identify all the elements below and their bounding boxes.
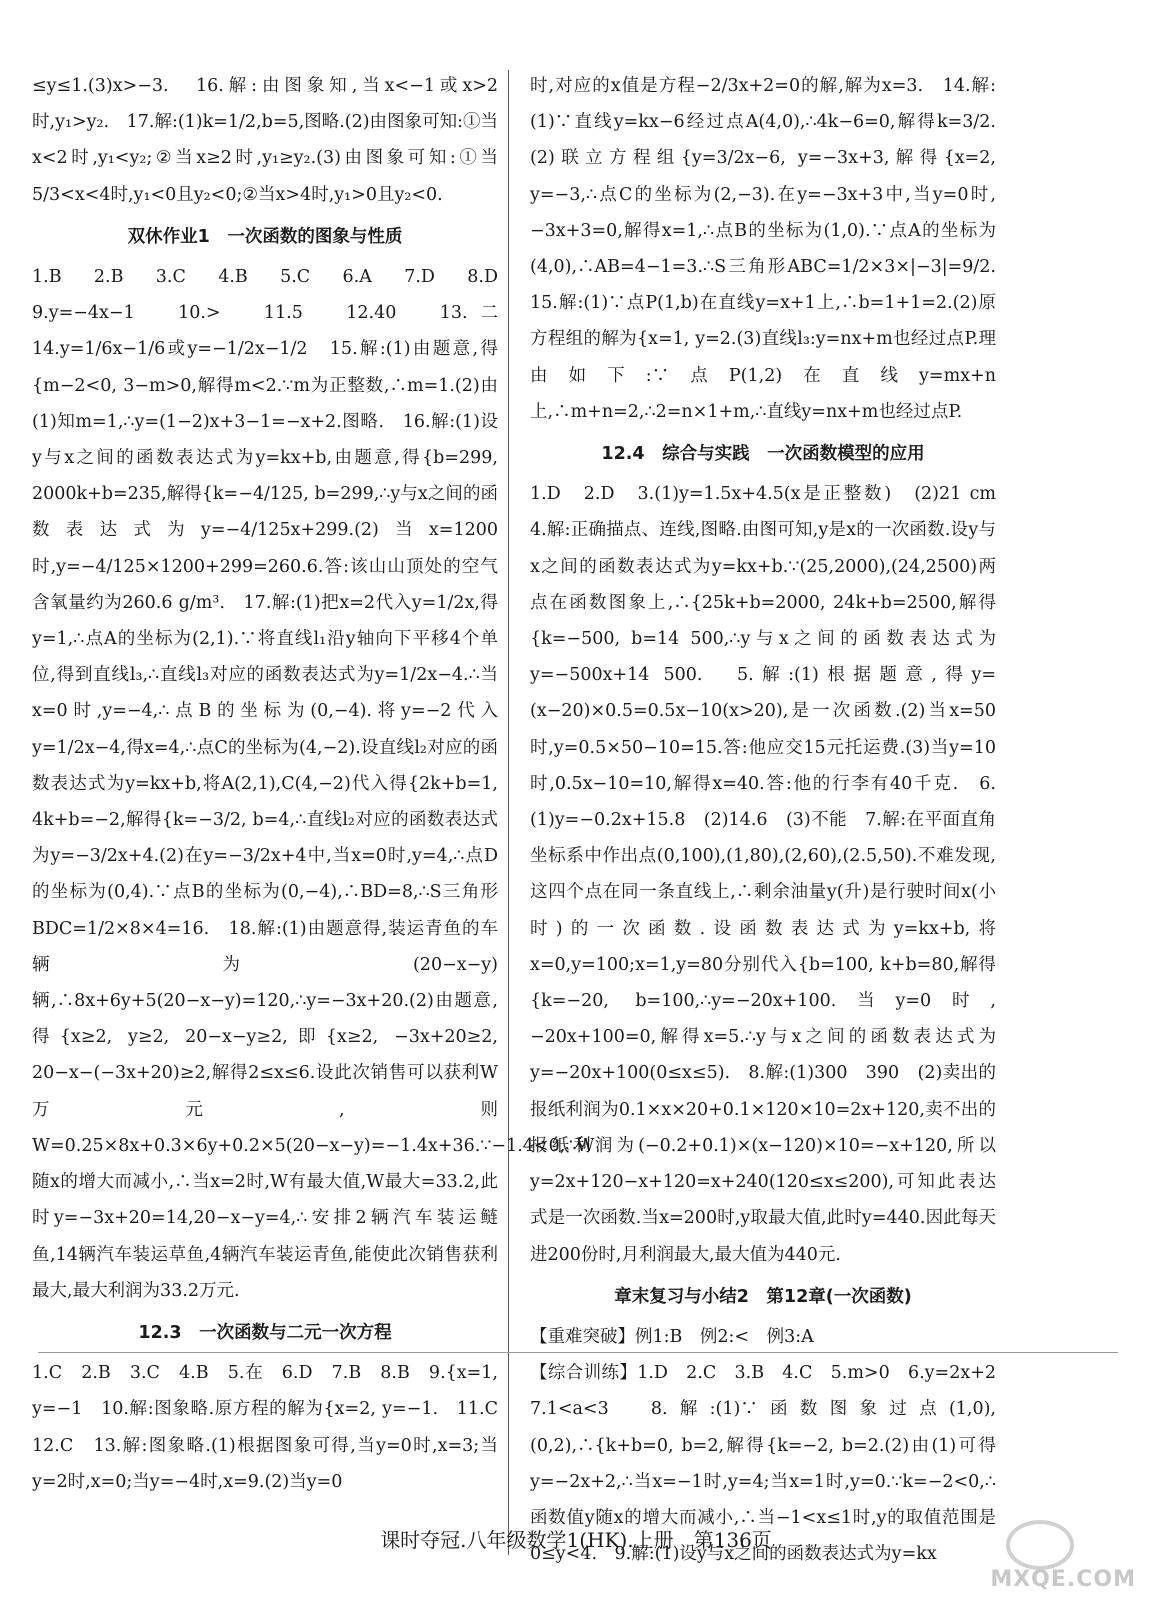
- left-column: [32, 68, 595, 1500]
- watermark-circle-icon: [1006, 1520, 1074, 1570]
- left-text-block: ≤y≤1.(3)x>−3. 16.解:由图象知,当x<−1或x>2时,y₁>y₂. 17.解:(1)k=1/2,b=5,图略.(2)由图象可知:①当x<2时,y₁<y₂;②当x≥2时,y₁≥y₂.(3)由图象可知:①当5/3<x<4时,y₁<0且y₂<0;②当x>4时,y₁>0且y₂<0.: [32, 76, 498, 205]
- right-text-block: 时,对应的x值是方程−2/3x+2=0的解,解为x=3. 14.解:(1)∵直线y=kx−6经过点A(4,0),∴4k−6=0,解得k=3/2.(2)联立方程组{y=3/2x−6, y=−3x+3,解得{x=2, y=−3,∴点C的坐标为(2,−3).在y=−3x+3中,当y=0时,−3x+3=0,解得x=1,∴点B的坐标为(1,0).∵点A的坐标为(4,0),∴AB=4−1=3.∴S三角形ABC=1/2×3×|−3|=9/2. 15.解:(1)∵点P(1,b)在直线y=x+1上,∴b=1+1=2.(2)原方程组的解为{x=1, y=2.(3)直线l₃:y=nx+m也经过点P.理由如下:∵点P(1,2)在直线y=mx+n上,∴m+n=2,∴2=n×1+m,∴直线y=nx+m也经过点P.: [530, 76, 1014, 422]
- right-text-block: 【综合训练】1.D 2.C 3.B 4.C 5.m>0 6.y=2x+2 7.1<a<3 8.解:(1)∵函数图象过点(1,0),(0,2),∴{k+b=0, b=2,解得{k=−2, b=2.(2)由(1)可得y=−2x+2,∴当x=−1时,y=4;当x=1时,y=0.∵k=−2<0,∴函数值y随x的增大而减小,∴当−1<x≤1时,y的取值范围是0≤y<4. 9.解:(1)设y与x之间的函数表达式为y=kx: [530, 1363, 1014, 1565]
- left-text-block: 1.B 2.B 3.C 4.B 5.C 6.A 7.D 8.D 9.y=−4x−1 10.> 11.5 12.40 13.二 14.y=1/6x−1/6或y=−1/2x−1/2 15.解:(1)由题意,得{m−2<0, 3−m>0,解得m<2.∵m为正整数,∴m=1.(2)由(1)知m=1,∴y=(1−2)x+3−1=−x+2.图略. 16.解:(1)设y与x之间的函数表达式为y=kx+b,由题意,得{b=299, 2000k+b=235,解得{k=−4/125, b=299,∴y与x之间的函数表达式为y=−4/125x+299.(2)当x=1200时,y=−4/125×1200+299=260.6.答:该山山顶处的空气含氧量约为260.6 g/m³. 17.解:(1)把x=2代入y=1/2x,得y=1,∴点A的坐标为(2,1).∵将直线l₁沿y轴向下平移4个单位,得到直线l₃,∴直线l₃对应的函数表达式为y=1/2x−4.∴当x=0时,y=−4,∴点B的坐标为(0,−4).将y=−2代入y=1/2x−4,得x=4,∴点C的坐标为(4,−2).设直线l₂对应的函数表达式为y=kx+b,将A(2,1),C(4,−2)代入得{2k+b=1, 4k+b=−2,解得{k=−3/2, b=4,∴直线l₂对应的函数表达式为y=−3/2x+4.(2)在y=−3/2x+4中,当x=0时,y=4,∴点D的坐标为(0,4).∵点B的坐标为(0,−4),∴BD=8,∴S三角形BDC=1/2×8×4=16. 18.解:(1)由题意得,装运青鱼的车辆为(20−x−y)辆,∴8x+6y+5(20−x−y)=120,∴y=−3x+20.(2)由题意,得{x≥2, y≥2, 20−x−y≥2,即{x≥2, −3x+20≥2, 20−x−(−3x+20)≥2,解得2≤x≤6.设此次销售可以获利W万元,则W=0.25×8x+0.3×6y+0.2×5(20−x−y)=−1.4x+36.∵−1.4<0,∴W随x的增大而减小,∴当x=2时,W有最大值,W最大=33.2,此时y=−3x+20=14,20−x−y=4,∴安排2辆汽车装运鲢鱼,14辆汽车装运草鱼,4辆汽车装运青鱼,能使此次销售获利最大,最大利润为33.2万元.: [32, 267, 595, 1301]
- column-divider: [508, 70, 509, 1555]
- watermark-text: MXQE.COM: [990, 1567, 1136, 1592]
- right-text-block: 【重难突破】例1:B 例2:< 例3:A: [530, 1326, 814, 1347]
- right-section-heading: 章末复习与小结2 第12章(一次函数): [614, 1286, 912, 1307]
- right-column: [530, 68, 1014, 1572]
- left-section-heading: 12.3 一次函数与二元一次方程: [138, 1322, 392, 1343]
- left-text-block: 1.C 2.B 3.C 4.B 5.在 6.D 7.B 8.B 9.{x=1, y=−1 10.解:图象略.原方程的解为{x=2, y=−1. 11.C 12.C 13.解:图象略.(1)根据图象可得,当y=0时,x=3;当y=2时,x=0;当y=−4时,x=9.(2)当y=0: [32, 1363, 516, 1492]
- watermark-logo: [936, 1520, 1136, 1592]
- page-footer: 课时夺冠.八年级数学1(HK).上册 第136页: [380, 1528, 772, 1552]
- right-section-heading: 12.4 综合与实践 一次函数模型的应用: [601, 444, 925, 465]
- left-section-heading: 双休作业1 一次函数的图象与性质: [127, 226, 403, 247]
- right-text-block: 1.D 2.D 3.(1)y=1.5x+4.5(x是正整数) (2)21 cm 4.解:正确描点、连线,图略.由图可知,y是x的一次函数.设y与x之间的函数表达式为y=kx+b.∵(25,2000),(24,2500)两点在函数图象上,∴{25k+b=2000, 24k+b=2500,解得{k=−500, b=14 500,∴y与x之间的函数表达式为y=−500x+14 500. 5.解:(1)根据题意,得y=(x−20)×0.5=0.5x−10(x>20),是一次函数.(2)当x=50时,y=0.5×50−10=15.答:他应交15元托运费.(3)当y=10时,0.5x−10=10,解得x=40.答:他的行李有40千克. 6.(1)y=−0.2x+15.8 (2)14.6 (3)不能 7.解:在平面直角坐标系中作出点(0,100),(1,80),(2,60),(2.5,50).不难发现,这四个点在同一条直线上,∴剩余油量y(升)是行驶时间x(小时)的一次函数.设函数表达式为y=kx+b,将x=0,y=100;x=1,y=80分别代入{b=100, k+b=80,解得{k=−20, b=100,∴y=−20x+100.当y=0时,−20x+100=0,解得x=5.∴y与x之间的函数表达式为y=−20x+100(0≤x≤5). 8.解:(1)300 390 (2)卖出的报纸利润为0.1×x×20+0.1×120×10=2x+120,卖不出的报纸利润为(−0.2+0.1)×(x−120)×10=−x+120,所以y=2x+120−x+120=x+240(120≤x≤200),可知此表达式是一次函数.当x=200时,y取最大值,此时y=440.因此每天进200份时,月利润最大,最大值为440元.: [530, 484, 1014, 1265]
